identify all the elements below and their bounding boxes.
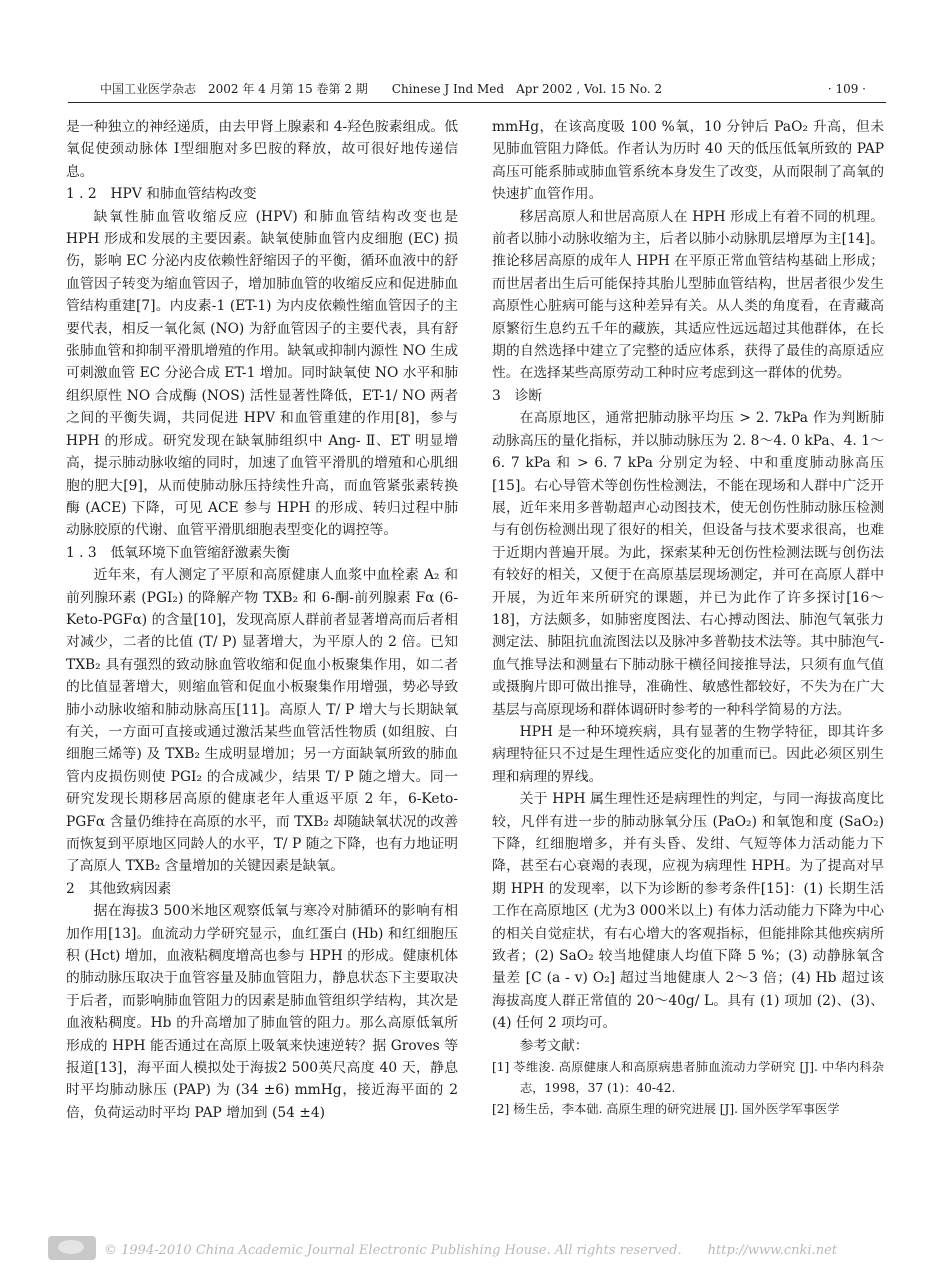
- body-paragraph: 关于 HPH 属生理性还是病理性的判定，与同一海拔高度比较，凡伴有进一步的肺动脉氧分压 (PaO₂) 和氧饱和度 (SaO₂) 下降，红细胞增多，并有头昏、发绀、气短等体力活动能力下降，甚至右心衰竭的表现，应视为病理性 HPH。为了提高对早期 HPH 的发现率，以下为诊断的参考条件[15]：(1) 长期生活工作在高原地区 (尤为3 000米以上) 有体力活动能力下降为中心的相关自觉症状，有右心增大的客观指标，但能排除其他疾病所致者；(2) SaO₂ 较当地健康人均值下降 5 %；(3) 动静脉氧含量差 [C (a - v) O₂] 超过当地健康人 2～3 倍；(4) Hb 超过该海拔高度人群正常值的 20～40g/ L。具有 (1) 项加 (2)、(3)、(4) 任何 2 项均可。: [492, 791, 884, 1032]
- left-column: [66, 116, 458, 1231]
- body-paragraph: HPH 是一种环境疾病，具有显著的生物学特征，即其许多病理特征只不过是生理性适应变化的加重而已。因此必须区别生理和病理的界线。: [492, 723, 884, 785]
- running-header: [68, 76, 886, 103]
- copyright-footer: [40, 1234, 920, 1264]
- section-heading: 1 . 2 HPV 和肺血管结构改变: [66, 186, 257, 203]
- reference-item: [2] 杨生岳，李本础. 高原生理的研究进展 [J]. 国外医学军事医学: [492, 1102, 840, 1117]
- copyright-text: © 1994-2010 China Academic Journal Electronic Publishing House. All rights reserved. http://www.cnki.net: [104, 1243, 837, 1258]
- reference-item: [1] 苓维浚. 高原健康人和高原病患者肺血流动力学研究 [J]. 中华内科杂志，1998，37 (1)：40-42.: [492, 1060, 884, 1096]
- right-column: [492, 116, 884, 1231]
- body-paragraph: 是一种独立的神经递质，由去甲肾上腺素和 4-羟色胺素组成。低氧促使颈动脉体 Ⅰ型细胞对多巴胺的释放，故可很好地传递信息。: [66, 119, 458, 180]
- references-title: 参考文献：: [519, 1037, 589, 1054]
- body-paragraph: 近年来，有人测定了平原和高原健康人血浆中血栓素 A₂ 和前列腺环素 (PGI₂) 的降解产物 TXB₂ 和 6-酮-前列腺素 Fα (6-Keto-PGFα) 的含量[10]，发现高原人群前者显著增高而后者相对减少，二者的比值 (T/ P) 显著增大，为平原人的 2 倍。已知 TXB₂ 具有强烈的致动脉血管收缩和促血小板聚集作用，如二者的比值显著增大，则缩血管和促血小板聚集作用增强，势必导致肺小动脉收缩和肺动脉高压[11]。高原人 T/ P 增大与长期缺氧有关，一方面可直接或通过激活某些血管活性物质 (如组胺、白细胞三烯等) 及 TXB₂ 生成明显增加；另一方面缺氧所致的肺血管内皮损伤则使 PGI₂ 的合成减少，结果 T/ P 随之增大。同一研究发现长期移居高原的健康老年人重返平原 2 年，6-Keto-PGFα 含量仍维持在高原的水平，而 TXB₂ 却随缺氧状况的改善而恢复到平原地区同龄人的水平，T/ P 随之下降，也有力地证明了高原人 TXB₂ 含量增加的关键因素是缺氧。: [66, 567, 458, 875]
- body-paragraph: mmHg，在该高度吸 100 %氧，10 分钟后 PaO₂ 升高，但未见肺血管阻力降低。作者认为历时 40 天的低压低氧所致的 PAP 高压可能系肺或肺血管系统本身发生了改变，从而限制了高氧的快速扩血管作用。: [492, 119, 884, 203]
- journal-citation: 中国工业医学杂志 2002 年 4 月第 15 卷第 2 期 Chinese J Ind Med Apr 2002 , Vol. 15 No. 2: [100, 82, 663, 96]
- body-paragraph: 在高原地区，通常把肺动脉平均压 > 2. 7kPa 作为判断肺动脉高压的量化指标，并以肺动脉压为 2. 8～4. 0 kPa、4. 1～6. 7 kPa 和 > 6. 7 kPa 分别定为轻、中和重度肺动脉高压[15]。右心导管术等创伤性检测法，不能在现场和人群中广泛开展，近年来用多普勒超声心动图技术，使无创伤性肺动脉压检测与有创伤检测出现了很好的相关，但设备与技术要求很高，也难于近期内普遍开展。为此，探索某种无创伤性检测法既与创伤法有较好的相关，又便于在高原基层现场测定，并可在高原人群中开展，为近年来所研究的课题，并已为此作了许多探讨[16～18]，方法颇多，如肺密度图法、右心搏动图法、肺泡气氧张力测定法、肺阻抗血流图法以及脉冲多普勒技术法等。其中肺泡气-血气推导法和测量右下肺动脉干横径间接推导法，只须有血气值或摄胸片即可做出推导，准确性、敏感性都较好，不失为在广大基层与高原现场和群体调研时参考的一种科学简易的方法。: [492, 410, 884, 718]
- body-paragraph: 据在海拔3 500米地区观察低氧与寒冷对肺循环的影响有相加作用[13]。血流动力学研究显示，血红蛋白 (Hb) 和红细胞压积 (Hct) 增加，血液粘稠度增高也参与 HPH 的形成。健康机体的肺动脉压取决于血管容量及肺血管阻力，静息状态下主要取决于后者，而影响肺血管阻力的因素是肺血管组织学结构，其次是血液粘稠度。Hb 的升高增加了肺血管的阻力。那么高原低氧所形成的 HPH 能否通过在高原上吸氧来快速逆转？据 Groves 等报道[13]，海平面人模拟处于海拔2 500英尺高度 40 天，静息时平均肺动脉压 (PAP) 为 (34 ±6) mmHg，接近海平面的 2 倍，负荷运动时平均 PAP 增加到 (54 ±4): [66, 903, 458, 1121]
- page-number: · 109 ·: [827, 82, 866, 96]
- body-paragraph: 缺氧性肺血管收缩反应 (HPV) 和肺血管结构改变也是 HPH 形成和发展的主要因素。缺氧使肺血管内皮细胞 (EC) 损伤，影响 EC 分泌内皮依赖性舒缩因子的平衡，循环血液中的舒血管因子转变为缩血管因子，增加肺血管的收缩反应和促进肺血管结构重建[7]。内皮素-1 (ET-1) 为内皮依赖性缩血管因子的主要代表，相反一氧化氮 (NO) 为舒血管因子的主要代表，具有舒张肺血管和抑制平滑肌增殖的作用。缺氧或抑制内源性 NO 生成可刺激血管 EC 分泌合成 ET-1 增加。同时缺氧使 NO 水平和肺组织原性 NO 合成酶 (NOS) 活性显著性降低，ET-1/ NO 两者之间的平衡失调，共同促进 HPV 和血管重建的作用[8]，参与 HPH 的形成。研究发现在缺氧肺组织中 Ang- Ⅱ、ET 明显增高，提示肺动脉收缩的同时，加速了血管平滑肌的增殖和心肌细胞的肥大[9]，从而使肺动脉压持续性升高，而血管紧张素转换酶 (ACE) 下降，可见 ACE 参与 HPH 的形成、转归过程中肺动脉胶原的代谢、血管平滑肌细胞表型变化的调控等。: [66, 208, 458, 539]
- section-heading: 1 . 3 低氧环境下血管缩舒激素失衡: [66, 544, 290, 561]
- section-heading: 3 诊断: [492, 387, 543, 404]
- body-paragraph: 移居高原人和世居高原人在 HPH 形成上有着不同的机理。前者以肺小动脉收缩为主，后者以肺小动脉肌层增厚为主[14]。推论移居高原的成年人 HPH 在平原正常血管结构基础上形成；而世居者出生后可能保持其胎儿型肺血管结构，世居者很少发生高原性心脏病可能与这种差异有关。从人类的角度看，在青藏高原繁衍生息约五千年的藏族，其适应性远远超过其他群体，在长期的自然选择中建立了完整的适应体系，获得了最佳的高原适应性。在选择某些高原劳动工种时应考虑到这一群体的优势。: [492, 208, 884, 382]
- cnki-logo-icon: [48, 1236, 96, 1260]
- section-heading: 2 其他致病因素: [66, 880, 172, 897]
